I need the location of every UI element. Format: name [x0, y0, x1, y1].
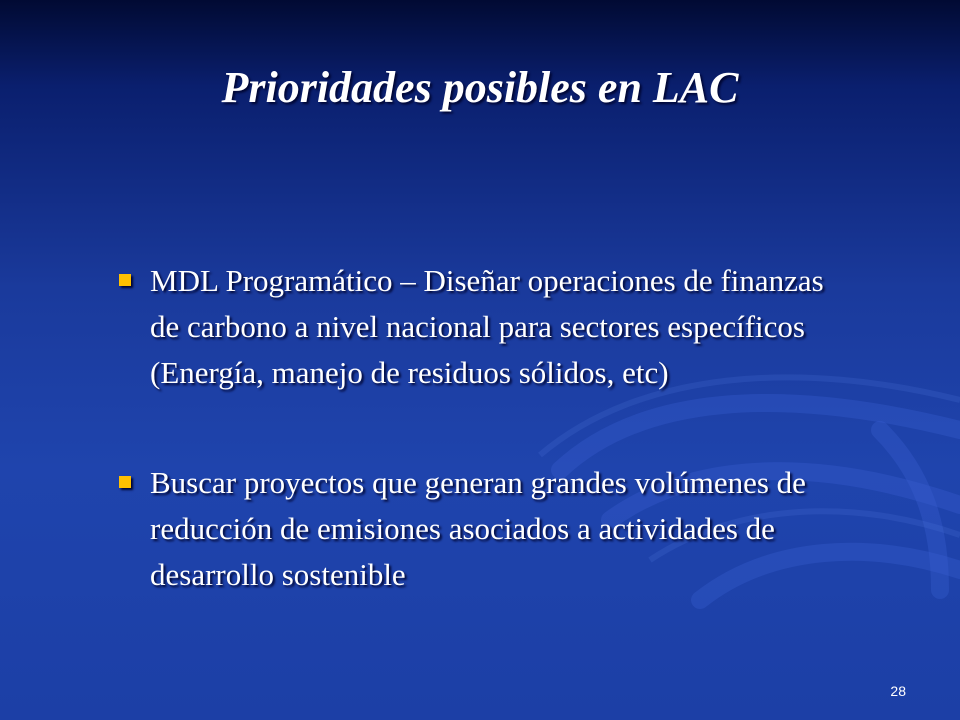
bullet-item — [116, 460, 856, 598]
bullet-list — [116, 258, 856, 598]
square-bullet-icon — [119, 274, 131, 286]
bullet-text: Buscar proyectos que generan grandes volúmenes de reducción de emisiones asociados a actividades de desarrollo sostenible — [150, 465, 806, 592]
page-number: 28 — [890, 683, 906, 699]
bullet-item — [116, 258, 856, 396]
slide-title: Prioridades posibles en LAC — [221, 63, 739, 112]
bullet-text: MDL Programático – Diseñar operaciones de finanzas de carbono a nivel nacional para sectores específicos (Energía, manejo de residuos sólidos, etc) — [150, 263, 824, 390]
square-bullet-icon — [119, 476, 131, 488]
